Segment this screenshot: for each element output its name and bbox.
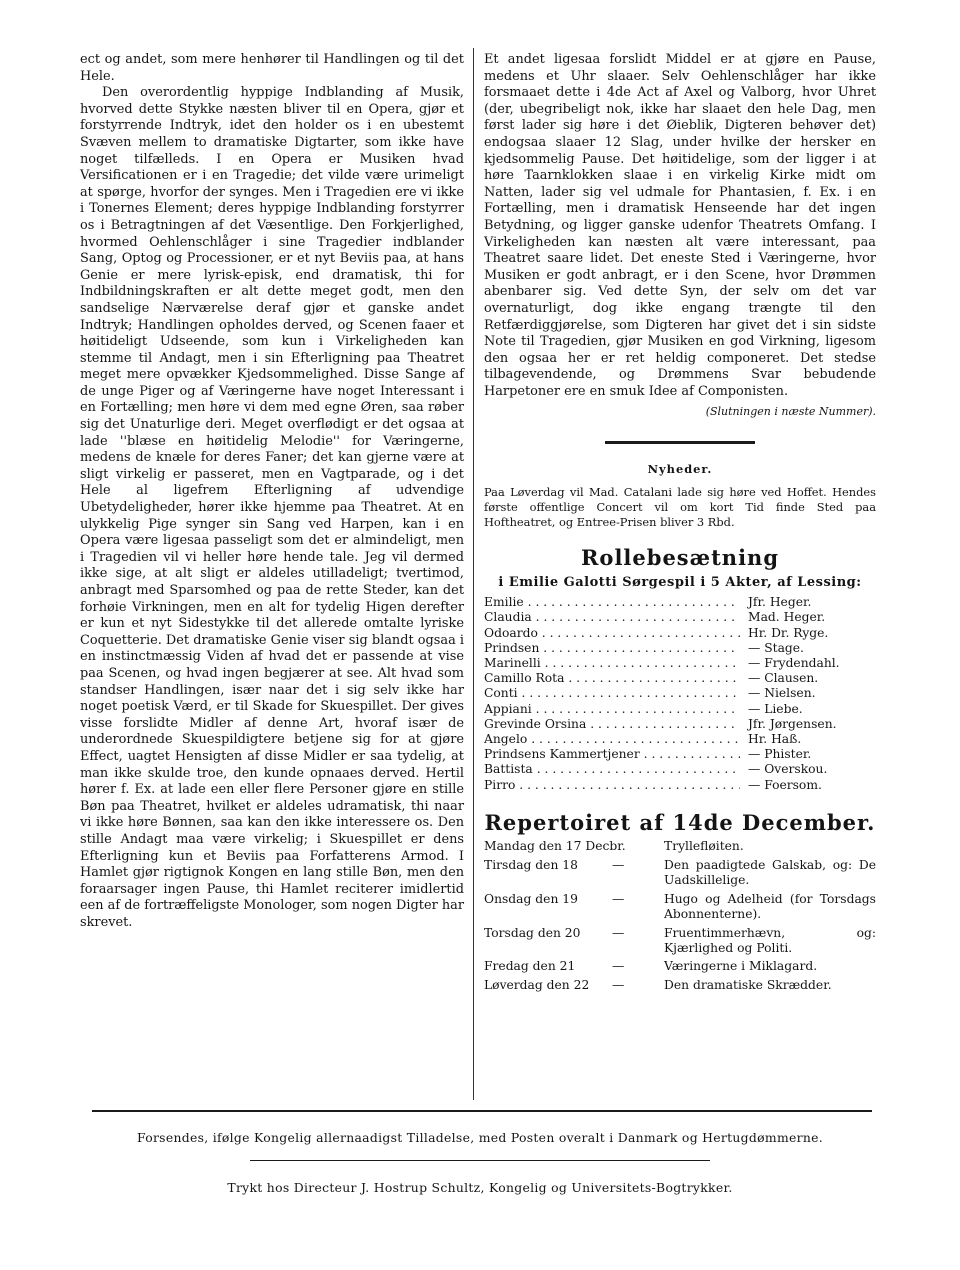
cast-title: Rollebesætning (580, 545, 780, 571)
repertoire-title: Repertoiret af 14de December. (484, 809, 876, 835)
cast-list (484, 595, 876, 793)
cast-role: Odoardo . . . (484, 626, 740, 641)
cast-role: Marinelli . . . (484, 656, 740, 671)
repertoire-day: Fredag den 21 (484, 959, 576, 974)
cast-row (484, 747, 876, 762)
repertoire-day: Onsdag den 19 (484, 891, 578, 906)
repertoire-row (484, 926, 876, 957)
bottom-rule (92, 1110, 872, 1112)
repertoire-dash: — (612, 857, 625, 872)
printer-imprint: Trykt hos Directeur J. Hostrup Schultz, Kongelig og Universitets-Bogtrykker. (227, 1180, 733, 1195)
footer-rule (250, 1160, 710, 1161)
cast-row (484, 656, 876, 671)
repertoire-day: Tirsdag den 18 (484, 857, 578, 872)
cast-actor: Hr. Dr. Ryge. (748, 625, 829, 640)
cast-row (484, 641, 876, 656)
cast-subtitle: i Emilie Galotti Sørgespil i 5 Akter, af Lessing: (498, 574, 862, 590)
repertoire-play: Tryllefløiten. (664, 839, 744, 854)
left-paragraph-1: ect og andet, som mere henhører til Handlingen og til det Hele. (80, 52, 464, 84)
cast-row (484, 626, 876, 641)
repertoire-play: Fruentimmerhævn, og: Kjærlighed og Politi. (664, 925, 876, 955)
right-paragraph: Et andet ligesaa forslidt Middel er at gjøre en Pause, medens et Uhr slaaer. Selv Oehlenschlåger har ikke forsmaaet dette i 4de Act af Axel og Valborg, hvor Uhret (der, ubegribeligt nok, ikke har slaaet den hele Dag, men først lader sig høre i det Øieblik, Digteren behøver det) endogsaa slaaer 12 Slag, under hvilke der hersker en kjedsommelig Pause. Det høitidelige, som der ligger i at høre Taarnklokken slaae i en virkelig Kirke midt om Natten, lader sig vel udmale for Phantasien, f. Ex. i en Fortælling, men i dramatisk Henseende har det ingen Betydning, og ligger ganske udenfor Theatrets Omfang. I Virkeligheden kan næsten alt være interessant, paa Theatret saare lidet. Det eneste Sted i Væringerne, hvor Musiken er godt anbragt, er i den Scene, hvor Drømmen abenbarer sig. Ved dette Syn, der selv om det var overnaturligt, dog ikke engang trængte til den Retfærdiggjørelse, som Digteren har givet det i sin sidste Note til Tragedien, gjør Musiken en god Virkning, ligesom den ogsaa her er ret heldig componeret. Det stedse tilbagevendende, og Drømmens Svar bebudende Harpetoner ere en smuk Idee af Componisten. (484, 52, 876, 399)
cast-role: Emilie . . . (484, 595, 740, 610)
cast-row (484, 732, 876, 747)
repertoire-dash: — (612, 977, 625, 992)
cast-row (484, 595, 876, 610)
cast-role: Appiani . . . (484, 702, 740, 717)
repertoire-row (484, 978, 876, 993)
cast-actor: Mad. Heger. (748, 610, 826, 625)
cast-actor: Jfr. Jørgensen. (748, 716, 837, 731)
cast-row (484, 671, 876, 686)
cast-row (484, 702, 876, 717)
repertoire-play: Den paadigtede Galskab, og: De Uadskillelige. (664, 857, 876, 888)
news-title: Nyheder. (647, 462, 713, 477)
cast-actor: Jfr. Heger. (748, 595, 812, 610)
cast-role: Grevinde Orsina . . . (484, 717, 740, 732)
cast-actor: — Overskou. (748, 762, 828, 777)
cast-actor: — Liebe. (748, 701, 803, 716)
left-column (80, 52, 464, 931)
cast-role: Prindsen . . . (484, 641, 740, 656)
cast-actor: Hr. Haß. (748, 732, 802, 747)
cast-actor: — Phister. (748, 747, 812, 762)
cast-row (484, 717, 876, 732)
cast-role: Conti . . . (484, 686, 740, 701)
repertoire-dash: — (612, 959, 625, 974)
repertoire-play: Hugo og Adelheid (for Torsdags Abonnenterne). (664, 891, 876, 922)
cast-actor: — Clausen. (748, 671, 819, 686)
repertoire-day: Torsdag den 20 (484, 925, 581, 940)
cast-row (484, 778, 876, 793)
cast-role: Claudia . . . (484, 610, 740, 625)
right-column (484, 52, 876, 993)
continued-note: (Slutningen i næste Nummer). (705, 405, 876, 419)
section-separator (605, 441, 755, 444)
column-divider (473, 48, 474, 1100)
repertoire-row (484, 839, 876, 854)
cast-row (484, 686, 876, 701)
cast-row (484, 762, 876, 777)
cast-actor: — Frydendahl. (748, 656, 840, 671)
cast-role: Pirro . . . (484, 778, 740, 793)
repertoire-day: Løverdag den 22 (484, 977, 590, 992)
cast-role: Camillo Rota . . . (484, 671, 740, 686)
repertoire-dash: — (612, 925, 625, 940)
news-text: Paa Løverdag vil Mad. Catalani lade sig høre ved Hoffet. Hendes første offentlige Concert vil om kort Tid finde Sted paa Hoftheatret, og Entree-Prisen bliver 3 Rbd. (484, 485, 876, 530)
news-section (484, 462, 876, 530)
cast-role: Prindsens Kammertjener . . . (484, 747, 740, 762)
repertoire-dash: — (612, 891, 625, 906)
cast-actor: — Foersom. (748, 777, 822, 792)
repertoire-play: Væringerne i Miklagard. (664, 959, 818, 974)
cast-role: Battista . . . (484, 762, 740, 777)
repertoire-section (484, 809, 876, 993)
repertoire-day: Mandag den 17 Decbr. (484, 839, 626, 854)
cast-section (484, 545, 876, 793)
repertoire-row (484, 892, 876, 923)
repertoire-row (484, 858, 876, 889)
cast-actor: — Stage. (748, 640, 804, 655)
repertoire-dash (612, 839, 664, 854)
repertoire-play: Den dramatiske Skrædder. (664, 977, 832, 992)
cast-row (484, 610, 876, 625)
left-paragraph-2: Den overordentlig hyppige Indblanding af Musik, hvorved dette Stykke næsten bliver til en Opera, gjør et forstyrrende Indtryk, idet den holder os i en ubestemt Svæven mellem to dramatiske Digtarter, som ikke have noget tilfælleds. I en Opera er Musiken hvad Versificationen er i en Tragedie; det vilde være urimeligt at spørge, hvorfor der synges. Men i Tragedien ere vi ikke i Tonernes Element; deres hyppige Indblanding forstyrrer os i Betragtningen af det Væsentlige. Den Forkjerlighed, hvormed Oehlenschlåger i sine Tragedier indblander Sang, Optog og Processioner, er et nyt Beviis paa, at hans Genie er mere lyrisk-episk, end dramatisk, thi for Indbildningskraften er alt dette meget godt, men den sandselige Nærværelse deraf gjør et ganske andet Indtryk; Handlingen opholdes derved, og Scenen faaer et høitideligt Udseende, som kun i Virkeligheden kan stemme til Andagt, men i sin Efterligning paa Theatret meget mere opvækker Kjedsommelighed. Disse Sange af de unge Piger og af Væringerne have noget Interessant i en Fortælling; men høre vi dem med egne Øren, saa røber sig det Unaturlige deri. Meget overflødigt er det ogsaa at lade ''blæse en høitidelig Melodie'' for Væringerne, medens de knæle for deres Faner; det kan gjerne være at sligt virkelig er passeret, men en Vagtparade, og i det Hele al ligefrem Efterligning af udvendige Ubetydeligheder, hører ikke hjemme paa Theatret. At en ulykkelig Pige synger sin Sang ved Harpen, kan i en Opera være ligesaa passeligt som det er almindeligt, men i Tragedien vil vi heller høre hende tale. Jeg vil dermed ikke sige, at alt sligt er aldeles utilladeligt; tvertimod, anbragt med Sparsomhed og paa de rette Steder, kan det forhøie Virkningen, men en alt for tydelig Higen derefter er kun et nyt Sidestykke til det allerede omtalte lyriske Coquetterie. Det dramatiske Genie viser sig blandt ogsaa i en instinctmæssig Viden af hvad det er passende at vise paa Scenen, og hvad ingen begjærer at see. Alt hvad som standser Handlingen, især naar det i sig selv ikke har noget poetisk Værd, er til Skade for Skuespillet. Der gives visse forslidte Midler af denne Art, hvoraf især de underordnede Skuespildigtere betjene sig for at gjøre Effect, uagtet Hensigten af disse Midler er saa tydelig, at man ikke skulde troe, den kunde opnaaes derved. Hertil hører f. Ex. at lade een eller flere Personer gjøre en stille Bøn paa Theatret, hvilket er aldeles udramatisk, thi naar vi ikke høre Bønnen, saa kan den ikke interessere os. Den stille Andagt maa være virkelig; i Skuespillet er dens Efterligning kun et Beviis paa Forfatterens Armod. I Hamlet gjør rigtignok Kongen en lang stille Bøn, men den foraarsager ingen Pause, thi Hamlet reciterer imidlertid een af de fortræffeligste Monologer, som nogen Digter har skrevet. (80, 85, 464, 930)
cast-role: Angelo . . . (484, 732, 740, 747)
distribution-notice: Forsendes, ifølge Kongelig allernaadigst Tilladelse, med Posten overalt i Danmark og Hertugdømmerne. (136, 1130, 824, 1145)
repertoire-row (484, 959, 876, 974)
cast-actor: — Nielsen. (748, 686, 816, 701)
